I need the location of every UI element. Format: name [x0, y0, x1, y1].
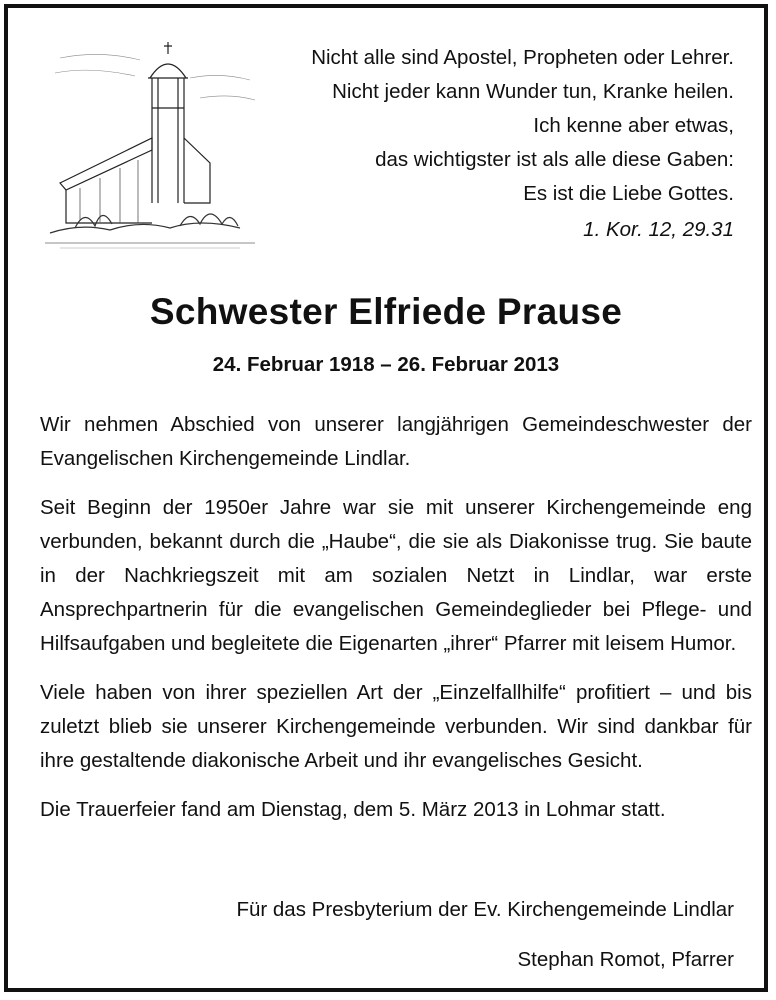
quote-line: Nicht alle sind Apostel, Propheten oder Lehrer.: [311, 46, 734, 69]
paragraph: Die Trauerfeier fand am Dienstag, dem 5. März 2013 in Lohmar statt.: [40, 798, 666, 821]
quote-line: das wichtigster ist als alle diese Gaben:: [375, 148, 734, 171]
paragraph: Seit Beginn der 1950er Jahre war sie mit unserer Kirchengemeinde eng verbunden, bekannt durch die „Haube“, die sie als Diakonisse trug. Sie baute in der Nachkriegszeit mit am sozialen Netzt in Lindlar, war erste Ansprechpartnerin für die evangelischen Gemeindeglieder bei Pflege- und Hilfsaufgaben und begleitete die Eigenarten „ihrer“ Pfarrer mit leisem Humor.: [40, 496, 752, 655]
signature-person: Stephan Romot, Pfarrer: [517, 948, 734, 971]
life-dates: 24. Februar 1918 – 26. Februar 2013: [212, 353, 560, 376]
paragraph: Viele haben von ihrer speziellen Art der „Einzelfallhilfe“ profitiert – und bis zuletzt blieb sie unserer Kirchengemeinde verbunden. Wir sind dankbar für ihre gestaltende diakonische Arbeit und ihr evangelisches Gesicht.: [40, 681, 752, 772]
quote-line: Es ist die Liebe Gottes.: [523, 182, 734, 205]
obituary-text: [40, 408, 752, 842]
paragraph: Wir nehmen Abschied von unserer langjährigen Gemeindeschwester der Evangelischen Kirchengemeinde Lindlar.: [40, 413, 752, 470]
signature-organization: Für das Presbyterium der Ev. Kirchengemeinde Lindlar: [236, 898, 734, 921]
quote-line: Nicht jeder kann Wunder tun, Kranke heilen.: [332, 80, 734, 103]
deceased-name: Schwester Elfriede Prause: [149, 291, 623, 332]
obituary-frame: [4, 4, 768, 992]
quote-line: Ich kenne aber etwas,: [533, 114, 734, 137]
bible-quote: [214, 41, 734, 247]
quote-reference: 1. Kor. 12, 29.31: [583, 218, 734, 241]
